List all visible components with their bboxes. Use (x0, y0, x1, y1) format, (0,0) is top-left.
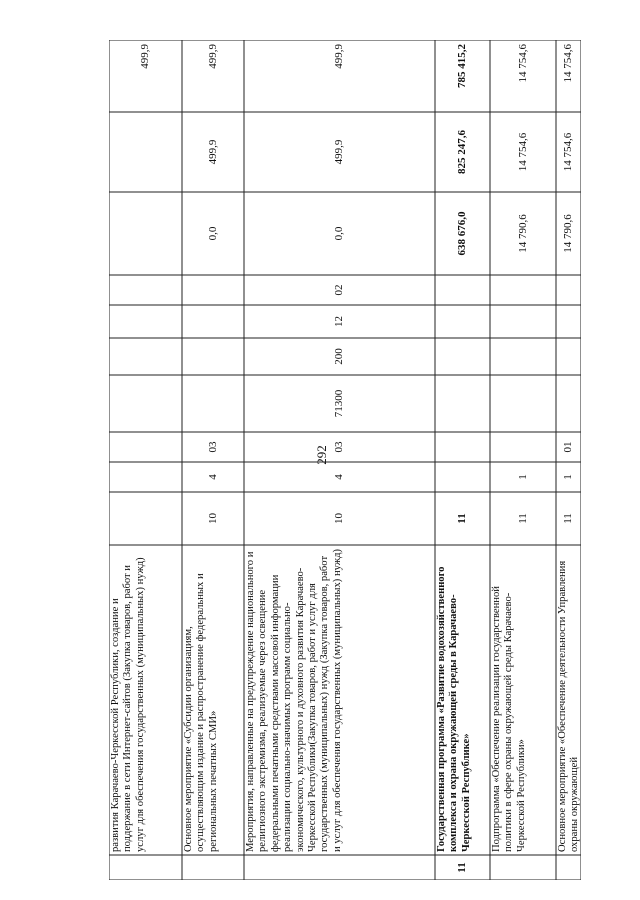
row-4-value-3: 785 415,2 (456, 44, 469, 88)
row-6-code-1: 11 (562, 513, 575, 524)
row-2-value-3: 499,9 (206, 44, 219, 69)
row-5-value-2: 14 754,6 (516, 132, 529, 172)
row-5-value-1: 14 790,6 (516, 214, 529, 253)
row-3-code-3: 03 (333, 441, 346, 453)
row-2-value-2: 499,9 (206, 139, 219, 165)
row-2-name: Основное мероприятие «Субсидии организациям, осуществляющим издание и распространение федеральных и региональных печатных СМИ» (183, 573, 219, 852)
row-4-code-1: 11 (456, 513, 469, 524)
row-6-value-1: 14 790,6 (562, 214, 575, 253)
row-1-value-3: 499,9 (139, 44, 152, 69)
row-6-code-3: 01 (562, 441, 575, 453)
row-3-value-3: 499,9 (333, 44, 346, 69)
row-3-name: Мероприятия, направленные на предупреждение национального и религиозного экстремизма, реализуемые через освещение федеральными печатными средствами массовой информации реализации социально-значимых программ социально-экономического, культурного и духовного развития Карачаево-Черкесской Республики(Закупка товаров, работ и услуг для государственных (муниципальных) нужд (Закупка товаров, работ и услуг для обеспечения государственных (муниципальных) нужд) (245, 548, 343, 852)
row-4-index: 11 (456, 862, 469, 873)
page-number: 292 (314, 445, 329, 465)
row-6-value-2: 14 754,6 (562, 132, 575, 172)
row-4-value-1: 638 676,0 (456, 211, 469, 256)
row-6-code-2: 1 (562, 474, 575, 480)
row-2-code-2: 4 (206, 474, 219, 480)
row-3-value-2: 499,9 (333, 139, 346, 165)
row-5-name: Подпрограмма «Обеспечение реализации государственной политики в сфере охраны окружающей среды Карачаево-Черкесской Республики» (491, 586, 527, 852)
row-5-code-2: 1 (516, 474, 529, 480)
row-1-name: развития Карачаево-Черкесской Республики, создание и поддержание в сети Интернет-сайтов (Закупка товаров, работ и услуг для обеспечения государственных (муниципальных) нужд) (110, 557, 146, 852)
row-2-value-1: 0,0 (206, 226, 219, 241)
row-6-name: Основное мероприятие «Обеспечение деятельности Управления охраны окружающей (557, 560, 581, 852)
row-6-value-3: 14 754,6 (562, 44, 575, 83)
row-3-code-7: 02 (333, 284, 346, 296)
row-5-value-3: 14 754,6 (516, 44, 529, 83)
row-3-code-6: 12 (333, 316, 346, 327)
row-3-code-4: 71300 (333, 389, 346, 418)
budget-table (109, 40, 581, 880)
row-4-value-2: 825 247,6 (456, 130, 469, 174)
row-3-value-1: 0,0 (333, 226, 346, 241)
row-3-code-2: 4 (333, 474, 346, 480)
row-2-code-1: 10 (206, 513, 219, 524)
row-3-code-1: 10 (333, 513, 346, 524)
row-4-name: Государственная программа «Развитие водохозяйственного комплекса и охрана окружающей среды в Карачаево-Черкесской Республике» (436, 566, 472, 852)
row-5-code-1: 11 (516, 513, 529, 524)
row-2-code-3: 03 (206, 441, 219, 453)
row-3-code-5: 200 (333, 348, 346, 365)
